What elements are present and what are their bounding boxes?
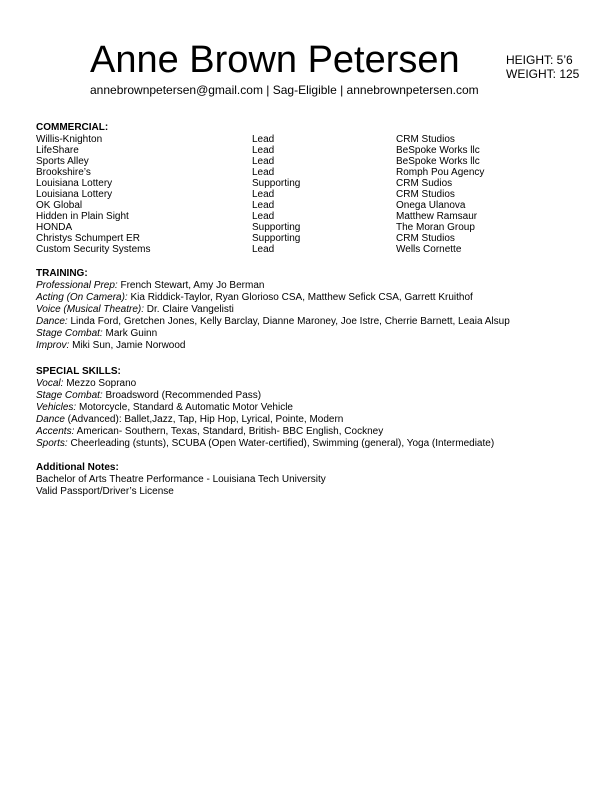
credit-title: Custom Security Systems (36, 244, 151, 255)
training-text: Mark Guinn (102, 328, 158, 339)
credit-role: Lead (252, 200, 275, 211)
credit-title: Hidden in Plain Sight (36, 211, 129, 222)
training-item (36, 340, 510, 352)
commercial-credits (36, 134, 576, 255)
skill-label: Stage Combat: (36, 390, 103, 401)
training-label: Improv: (36, 340, 70, 351)
credit-title: Brookshire’s (36, 167, 91, 178)
skill-label: Dance (36, 414, 65, 425)
credit-company: CRM Sudios (396, 178, 453, 189)
skills-heading: SPECIAL SKILLS: (36, 366, 121, 377)
credit-row (36, 178, 576, 189)
credit-role: Supporting (252, 222, 301, 233)
actor-name: Anne Brown Petersen (90, 39, 460, 81)
skill-text: Motorcycle, Standard & Automatic Motor Vehicle (76, 402, 293, 413)
training-text: Linda Ford, Gretchen Jones, Kelly Barclay, Dianne Maroney, Joe Istre, Cherrie Barnett, Leaia Alsup (67, 316, 510, 327)
credit-company: Matthew Ramsaur (396, 211, 478, 222)
training-heading: TRAINING: (36, 268, 88, 279)
training-text: Dr. Claire Vangelisti (144, 304, 234, 315)
training-item (36, 280, 510, 292)
credit-row (36, 156, 576, 167)
credit-company: The Moran Group (396, 222, 475, 233)
contact-line: annebrownpetersen@gmail.com | Sag-Eligible | annebrownpetersen.com (90, 83, 479, 97)
commercial-heading: COMMERCIAL: (36, 122, 109, 133)
skill-text: Broadsword (Recommended Pass) (102, 390, 262, 401)
training-item (36, 292, 510, 304)
skill-item (36, 426, 494, 438)
credit-role: Lead (252, 134, 275, 145)
credit-company: Onega Ulanova (396, 200, 466, 211)
skill-item (36, 402, 494, 414)
credit-row (36, 211, 576, 222)
training-text: French Stewart, Amy Jo Berman (117, 280, 265, 291)
skills-list (36, 378, 494, 450)
skill-item (36, 438, 494, 450)
credit-title: HONDA (36, 222, 73, 233)
training-label: Acting (On Camera): (36, 292, 128, 303)
credit-title: Louisiana Lottery (36, 178, 113, 189)
credit-row (36, 167, 576, 178)
training-list (36, 280, 510, 352)
credit-row (36, 134, 576, 145)
credit-company: BeSpoke Works llc (396, 156, 480, 167)
physical-stats (506, 53, 579, 81)
credit-company: CRM Studios (396, 189, 455, 200)
credit-company: Wells Cornette (396, 244, 462, 255)
credit-title: Sports Alley (36, 156, 89, 167)
training-section (36, 268, 510, 352)
height-stat: HEIGHT: 5’6 (506, 53, 573, 67)
credit-title: Louisiana Lottery (36, 189, 113, 200)
credit-row (36, 222, 576, 233)
training-label: Professional Prep: (36, 280, 118, 291)
credit-company: BeSpoke Works llc (396, 145, 480, 156)
credit-row (36, 145, 576, 156)
training-text: Miki Sun, Jamie Norwood (69, 340, 186, 351)
training-label: Dance: (36, 316, 68, 327)
skill-text: Cheerleading (stunts), SCUBA (Open Water-certified), Swimming (general), Yoga (Intermediate) (67, 438, 495, 449)
credit-role: Lead (252, 189, 275, 200)
credit-title: OK Global (36, 200, 83, 211)
training-label: Voice (Musical Theatre): (36, 304, 144, 315)
credit-company: CRM Studios (396, 233, 455, 244)
credit-title: Willis-Knighton (36, 134, 103, 145)
credit-row (36, 244, 576, 255)
credit-row (36, 200, 576, 211)
skill-item (36, 378, 494, 390)
skill-text: American- Southern, Texas, Standard, British- BBC English, Cockney (74, 426, 384, 437)
skill-text: Mezzo Soprano (63, 378, 137, 389)
commercial-section (36, 122, 576, 255)
special-skills-section (36, 366, 494, 450)
notes-heading: Additional Notes: (36, 462, 119, 473)
weight-stat: WEIGHT: 125 (506, 67, 580, 81)
skill-label: Vehicles: (36, 402, 77, 413)
skill-label: Sports: (36, 438, 68, 449)
credit-title: LifeShare (36, 145, 79, 156)
note-item: Valid Passport/Driver’s License (36, 486, 174, 497)
training-label: Stage Combat: (36, 328, 103, 339)
training-item (36, 316, 510, 328)
skill-label: Vocal: (36, 378, 64, 389)
credit-row (36, 233, 576, 244)
credit-role: Lead (252, 167, 275, 178)
credit-role: Supporting (252, 178, 301, 189)
additional-notes-section (36, 462, 326, 498)
credit-company: Romph Pou Agency (396, 167, 485, 178)
credit-role: Lead (252, 156, 275, 167)
credit-row (36, 189, 576, 200)
credit-title: Christys Schumpert ER (36, 233, 140, 244)
note-item: Bachelor of Arts Theatre Performance - Louisiana Tech University (36, 474, 326, 485)
training-item (36, 304, 510, 316)
credit-role: Supporting (252, 233, 301, 244)
skill-label: Accents: (36, 426, 75, 437)
skill-item (36, 414, 494, 426)
credit-role: Lead (252, 244, 275, 255)
credit-company: CRM Studios (396, 134, 455, 145)
training-item (36, 328, 510, 340)
skill-item (36, 390, 494, 402)
notes-list (36, 474, 326, 498)
credit-role: Lead (252, 211, 275, 222)
skill-text: (Advanced): Ballet,Jazz, Tap, Hip Hop, Lyrical, Pointe, Modern (64, 414, 344, 425)
credit-role: Lead (252, 145, 275, 156)
training-text: Kia Riddick-Taylor, Ryan Glorioso CSA, Matthew Sefick CSA, Garrett Kruithof (127, 292, 473, 303)
